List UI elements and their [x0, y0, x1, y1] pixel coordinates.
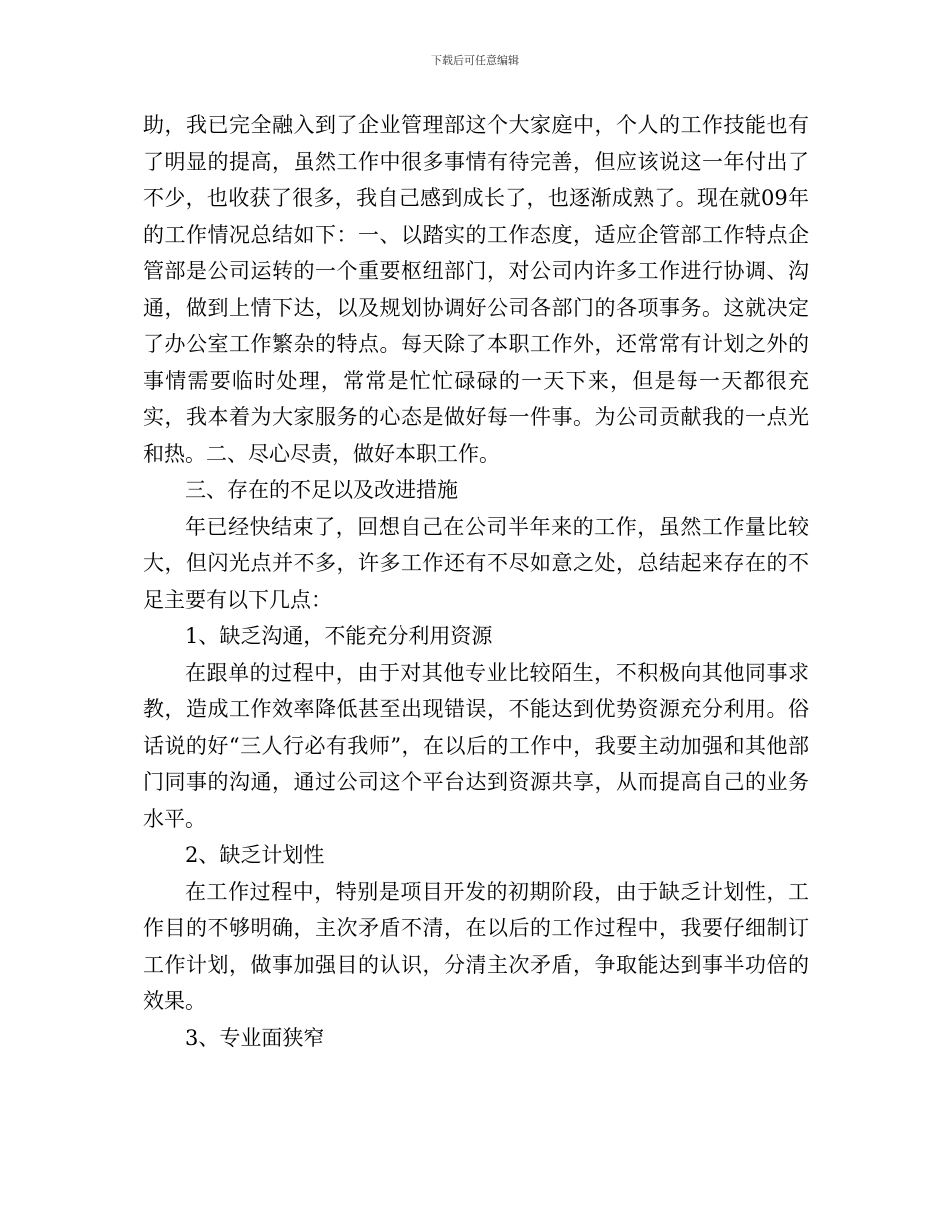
paragraph-communication: 在跟单的过程中，由于对其他专业比较陌生，不积极向其他同事求教，造成工作效率降低甚至出现错误，不能达到优势资源充分利用。俗话说的好“三人行必有我师”，在以后的工作中，我要主动加强和其他部门同事的沟通，通过公司这个平台达到资源共享，从而提高自己的业务水平。 [143, 660, 809, 831]
paragraph-intro-shortcomings: 年已经快结束了，回想自己在公司半年来的工作，虽然工作量比较大，但闪光点并不多，许多工作还有不尽如意之处，总结起来存在的不足主要有以下几点： [143, 514, 809, 612]
subheading-communication: 1、缺乏沟通，不能充分利用资源 [185, 624, 493, 648]
subheading-planning: 2、缺乏计划性 [185, 843, 325, 867]
paragraph-continuation: 助，我已完全融入到了企业管理部这个大家庭中，个人的工作技能也有了明显的提高，虽然工作中很多事情有待完善，但应该说这一年付出了不少，也收获了很多，我自己感到成长了，也逐渐成熟了。现在就09年的工作情况总结如下：一、以踏实的工作态度，适应企管部工作特点企管部是公司运转的一个重要枢纽部门，对公司内许多工作进行协调、沟通，做到上情下达，以及规划协调好公司各部门的各项事务。这就决定了办公室工作繁杂的特点。每天除了本职工作外，还常常有计划之外的事情需要临时处理，常常是忙忙碌碌的一天下来，但是每一天都很充实，我本着为大家服务的心态是做好每一件事。为公司贡献我的一点光和热。二、尽心尽责，做好本职工作。 [143, 113, 809, 466]
page-header: 下载后可任意编辑 [431, 54, 519, 67]
paragraph-planning: 在工作过程中，特别是项目开发的初期阶段，由于缺乏计划性，工作目的不够明确，主次矛盾不清，在以后的工作过程中，我要仔细制订工作计划，做事加强目的认识，分清主次矛盾，争取能达到事半功倍的效果。 [143, 879, 809, 1013]
document-body [143, 107, 809, 1056]
section-heading-shortcomings: 三、存在的不足以及改进措施 [185, 478, 458, 502]
subheading-specialty: 3、专业面狭窄 [185, 1025, 325, 1050]
